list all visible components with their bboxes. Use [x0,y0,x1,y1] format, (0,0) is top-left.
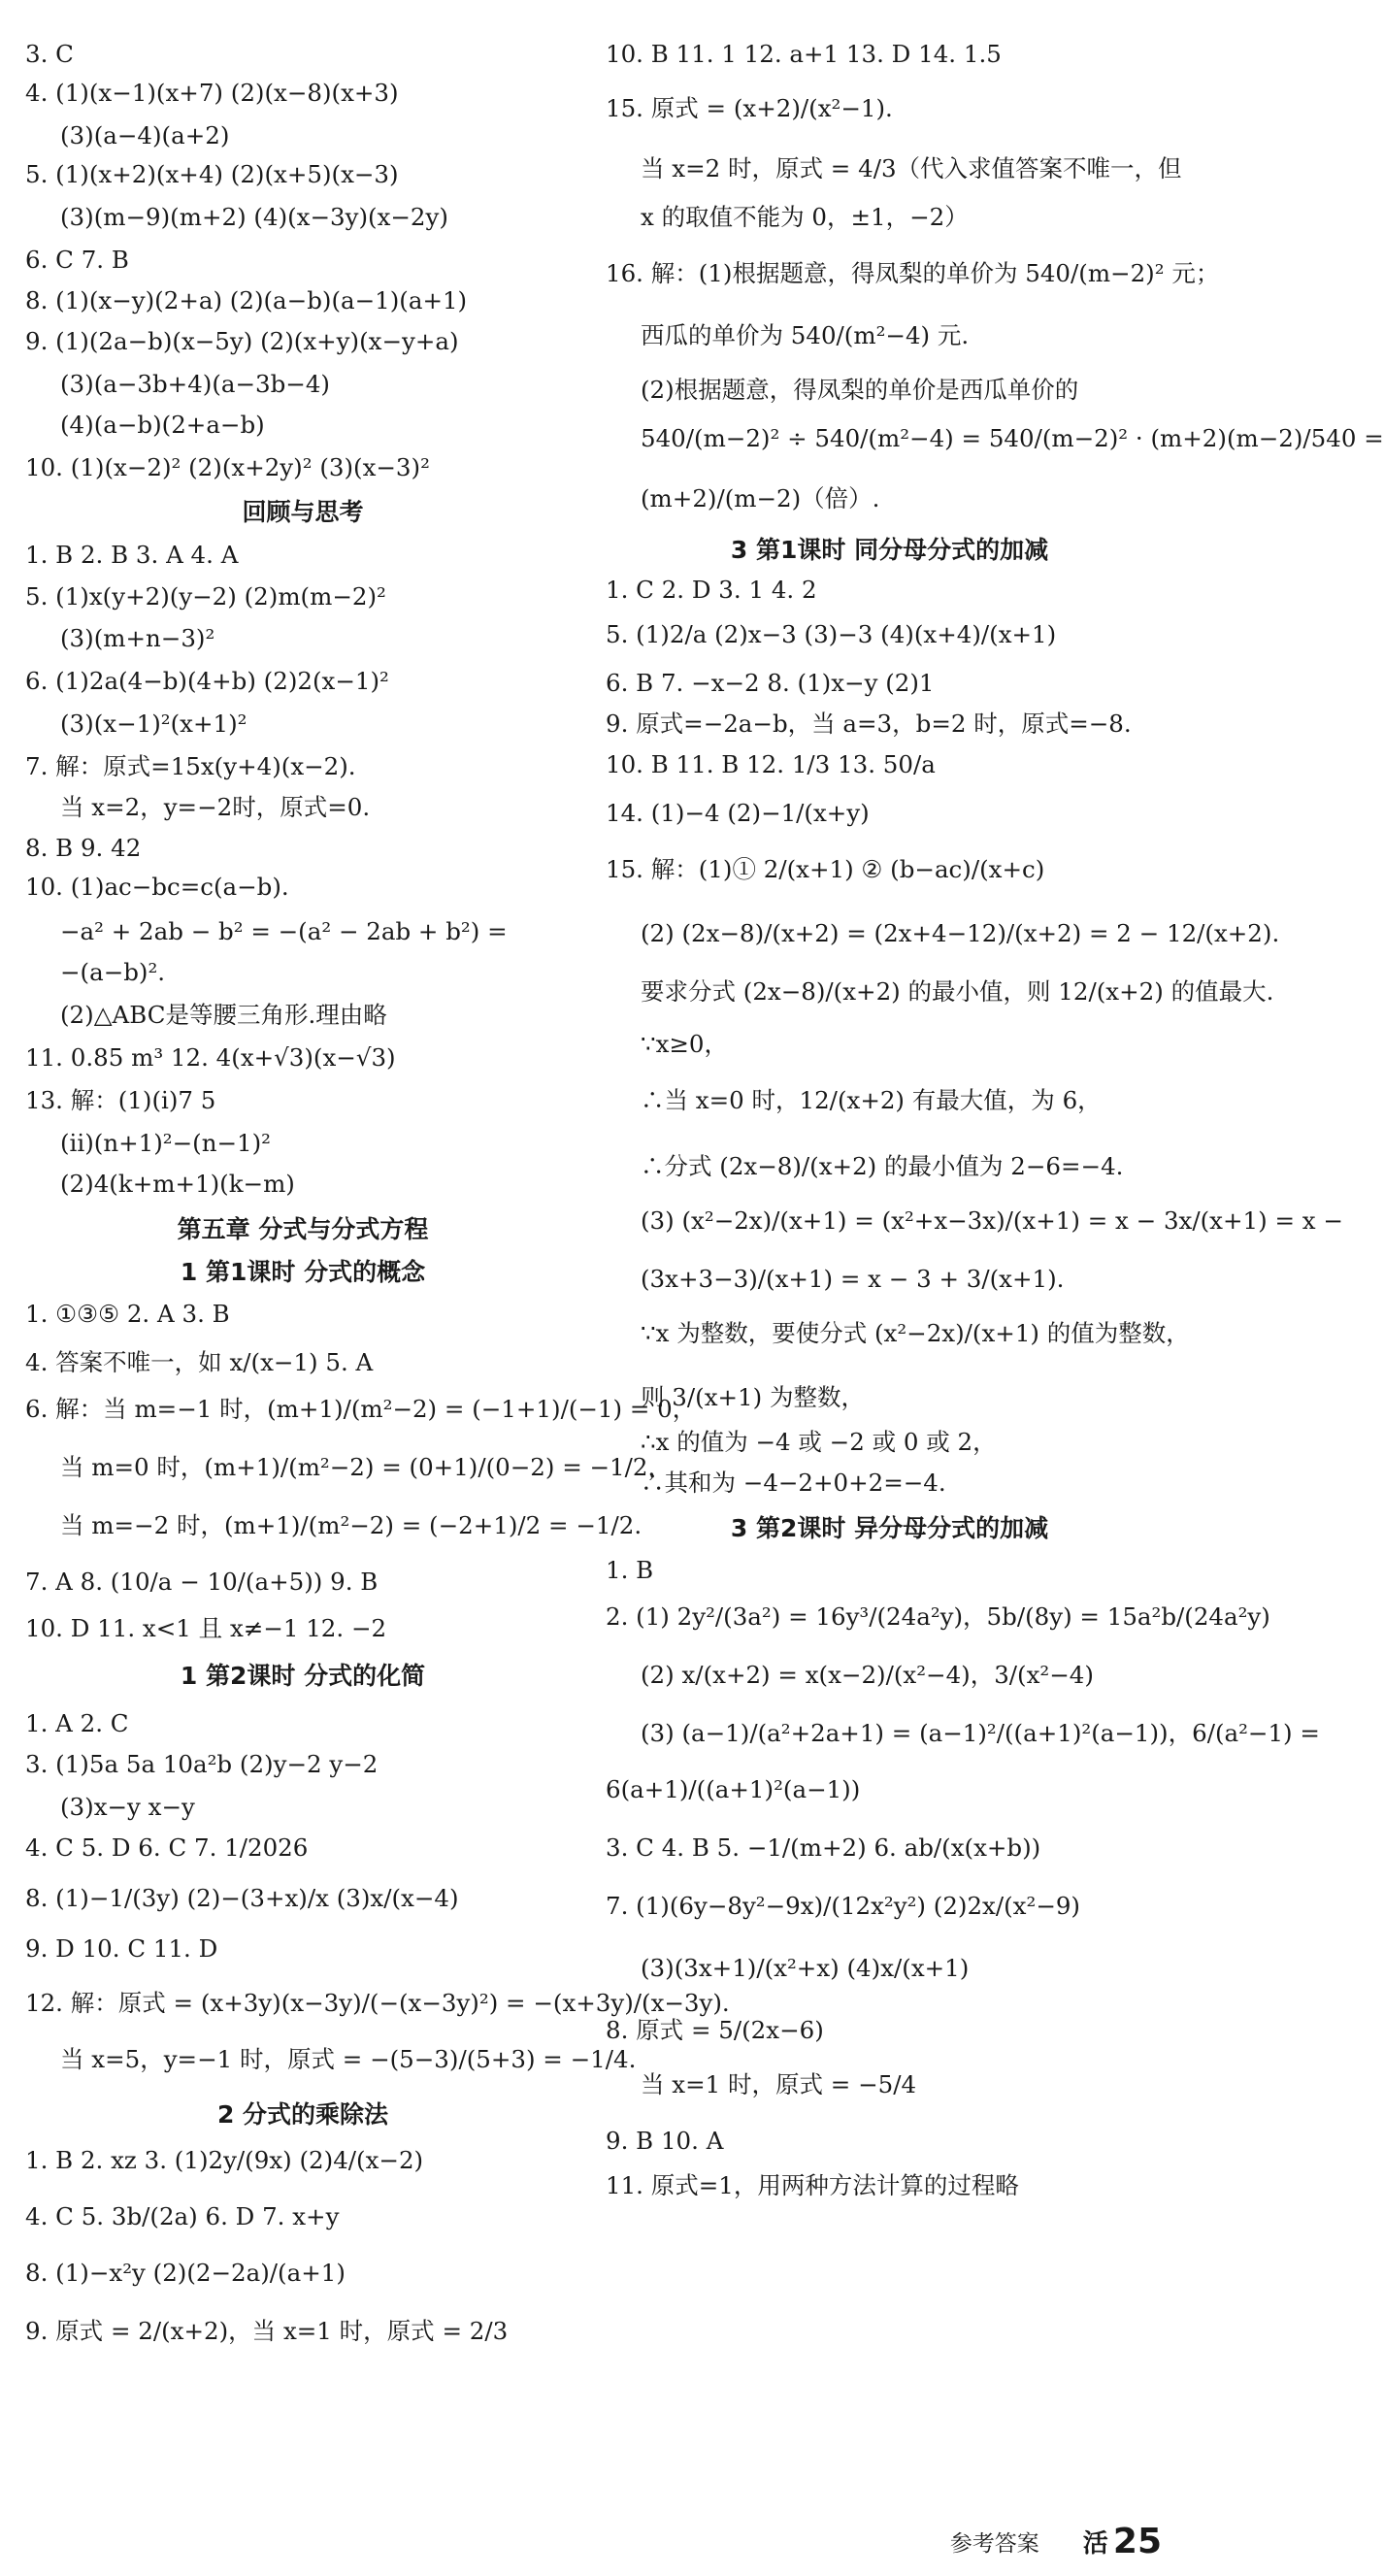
answer-line: 6. (1)2a(4−b)(4+b) (2)2(x−1)² [25,667,389,695]
answer-line: 8. B 9. 42 [25,834,142,862]
section-heading: 3 第1课时 同分母分式的加减 [730,536,1049,564]
section-heading: 1 第2课时 分式的化简 [180,1662,426,1690]
answer-line: 7. 解：原式=15x(y+4)(x−2). [25,752,356,780]
answer-line: 11. 0.85 m³ 12. 4(x+√3)(x−√3) [25,1043,396,1072]
answer-line: (3)(a−4)(a+2) [60,121,230,149]
answer-line: 5. (1)2/a (2)x−3 (3)−3 (4)(x+4)/(x+1) [606,620,1057,648]
answer-line: ∵x≥0， [641,1030,729,1058]
answer-line: 则 3/(x+1) 为整数， [641,1383,865,1411]
answer-line: 1. B 2. xz 3. (1)2y/(9x) (2)4/(x−2) [25,2146,424,2174]
page-footer [950,2522,1162,2561]
answer-line: (2)根据题意，得凤梨的单价是西瓜单价的 [641,376,1079,404]
footer-label: 参考答案 [949,2531,1039,2557]
section-heading: 第五章 分式与分式方程 [177,1215,429,1243]
answer-line: (2)△ABC是等腰三角形.理由略 [60,1001,387,1029]
answer-line: −a² + 2ab − b² = −(a² − 2ab + b²) = [60,917,508,945]
answer-line: ∴当 x=0 时，12/(x+2) 有最大值，为 6， [641,1086,1102,1114]
section-heading: 2 分式的乘除法 [216,2100,389,2129]
answer-line: 1. C 2. D 3. 1 4. 2 [606,576,817,604]
answer-line: 6. C 7. B [25,246,129,274]
answer-line: 3. C [25,40,74,68]
answer-line: 当 x=5，y=−1 时，原式 = −(5−3)/(5+3) = −1/4. [60,2045,637,2073]
answer-line: (3)x−y x−y [60,1793,195,1821]
answer-line: 11. 原式=1，用两种方法计算的过程略 [606,2171,1019,2199]
answer-line: 8. (1)−1/(3y) (2)−(3+x)/x (3)x/(x−4) [25,1884,459,1912]
footer-brand: 活 [1082,2529,1108,2559]
answer-line: 2. (1) 2y²/(3a²) = 16y³/(24a²y)，5b/(8y) = 15a²b/(24a²y) [606,1602,1270,1631]
answer-line: 10. (1)ac−bc=c(a−b). [25,873,289,901]
section-heading: 回顾与思考 [242,498,364,526]
answer-line: 当 m=0 时，(m+1)/(m²−2) = (0+1)/(0−2) = −1/2， [60,1453,672,1481]
page-number: 25 [1112,2522,1162,2561]
answer-line: 4. C 5. D 6. C 7. 1/2026 [25,1833,309,1862]
answer-line: 7. (1)(6y−8y²−9x)/(12x²y²) (2)2x/(x²−9) [606,1892,1080,1920]
answer-line: ∵x 为整数，要使分式 (x²−2x)/(x+1) 的值为整数， [641,1319,1190,1347]
answer-line: 9. 原式=−2a−b，当 a=3，b=2 时，原式=−8. [606,710,1132,738]
answer-line: 8. (1)−x²y (2)(2−2a)/(a+1) [25,2259,346,2287]
answer-line: 1. B [606,1556,654,1584]
answer-line: (4)(a−b)(2+a−b) [60,411,265,439]
answer-line: 1. A 2. C [25,1709,129,1737]
answer-line: 540/(m−2)² ÷ 540/(m²−4) = 540/(m−2)² · (m+2)(m−2)/540 = [641,424,1384,452]
answer-line: 要求分式 (2x−8)/(x+2) 的最小值，则 12/(x+2) 的值最大. [641,977,1274,1006]
answer-line: (3)(m−9)(m+2) (4)(x−3y)(x−2y) [60,203,448,231]
answer-line: 西瓜的单价为 540/(m²−4) 元. [641,321,970,349]
answer-line: (3)(m+n−3)² [60,624,215,652]
answer-line: 8. 原式 = 5/(2x−6) [606,2016,824,2044]
answer-line: (2) x/(x+2) = x(x−2)/(x²−4)，3/(x²−4) [641,1661,1094,1689]
answer-line: ∴x 的值为 −4 或 −2 或 0 或 2， [641,1428,997,1456]
answer-line: 4. C 5. 3b/(2a) 6. D 7. x+y [25,2202,340,2230]
answer-line: 3. C 4. B 5. −1/(m+2) 6. ab/(x(x+b)) [606,1833,1041,1862]
section-heading: 3 第2课时 异分母分式的加减 [730,1514,1049,1542]
answer-line: (m+2)/(m−2)（倍）. [641,484,880,512]
answer-line: 5. (1)x(y+2)(y−2) (2)m(m−2)² [25,582,386,611]
answer-line: 10. B 11. 1 12. a+1 13. D 14. 1.5 [606,40,1002,68]
answer-line: 当 x=2 时，原式 = 4/3（代入求值答案不唯一，但 [641,154,1182,182]
answer-line: (3)(x−1)²(x+1)² [60,710,247,738]
answer-line: (3) (x²−2x)/(x+1) = (x²+x−3x)/(x+1) = x − 3x/(x+1) = x − [641,1206,1343,1235]
answer-line: (3) (a−1)/(a²+2a+1) = (a−1)²/((a+1)²(a−1))，6/(a²−1) = [641,1719,1320,1747]
answer-line: 当 x=1 时，原式 = −5/4 [641,2070,917,2098]
answer-line: 9. 原式 = 2/(x+2)，当 x=1 时，原式 = 2/3 [25,2317,509,2345]
answer-line: (ii)(n+1)²−(n−1)² [60,1129,271,1157]
answer-line: 5. (1)(x+2)(x+4) (2)(x+5)(x−3) [25,160,399,188]
answer-line: 14. (1)−4 (2)−1/(x+y) [606,799,870,827]
answer-line: 10. D 11. x<1 且 x≠−1 12. −2 [25,1614,387,1642]
answer-line: 9. B 10. A [606,2127,724,2155]
answer-line: 6. B 7. −x−2 8. (1)x−y (2)1 [606,669,935,697]
answer-line: 10. B 11. B 12. 1/3 13. 50/a [606,750,936,778]
answer-line: (3x+3−3)/(x+1) = x − 3 + 3/(x+1). [641,1265,1065,1293]
answer-line: 7. A 8. (10/a − 10/(a+5)) 9. B [25,1568,379,1596]
answer-line: ∴其和为 −4−2+0+2=−4. [641,1469,946,1497]
answer-line: (3)(3x+1)/(x²+x) (4)x/(x+1) [641,1954,970,1982]
answer-line: 3. (1)5a 5a 10a²b (2)y−2 y−2 [25,1750,379,1778]
answer-line: 6. 解：当 m=−1 时，(m+1)/(m²−2) = (−1+1)/(−1) = 0， [25,1395,697,1423]
answer-line: −(a−b)². [60,958,166,986]
answer-line: 16. 解：(1)根据题意，得凤梨的单价为 540/(m−2)² 元； [606,259,1220,287]
answer-line: 12. 解：原式 = (x+3y)(x−3y)/(−(x−3y)²) = −(x+3y)/(x−3y). [25,1989,730,2017]
answer-line: ∴分式 (2x−8)/(x+2) 的最小值为 2−6=−4. [641,1152,1124,1180]
answer-line: 8. (1)(x−y)(2+a) (2)(a−b)(a−1)(a+1) [25,286,468,314]
answer-line: 15. 解：(1)① 2/(x+1) ② (b−ac)/(x+c) [606,855,1045,883]
answer-line: x 的取值不能为 0，±1，−2） [641,203,969,231]
answer-line: 1. ①③⑤ 2. A 3. B [25,1300,230,1328]
answer-line: 当 x=2，y=−2时，原式=0. [60,793,371,821]
answer-line: 9. D 10. C 11. D [25,1934,218,1963]
answer-line: 4. (1)(x−1)(x+7) (2)(x−8)(x+3) [25,79,399,107]
answer-line: (2) (2x−8)/(x+2) = (2x+4−12)/(x+2) = 2 − 12/(x+2). [641,919,1280,947]
answer-line: 13. 解：(1)(i)7 5 [25,1086,216,1114]
answer-line: (3)(a−3b+4)(a−3b−4) [60,370,330,398]
section-heading: 1 第1课时 分式的概念 [180,1258,426,1286]
answer-line: 15. 原式 = (x+2)/(x²−1). [606,94,893,122]
answer-line: 1. B 2. B 3. A 4. A [25,541,239,569]
answer-line: 4. 答案不唯一，如 x/(x−1) 5. A [25,1348,374,1376]
answer-line: (2)4(k+m+1)(k−m) [60,1170,295,1198]
answer-line: 10. (1)(x−2)² (2)(x+2y)² (3)(x−3)² [25,453,430,481]
answer-line: 9. (1)(2a−b)(x−5y) (2)(x+y)(x−y+a) [25,327,459,355]
answer-line: 当 m=−2 时，(m+1)/(m²−2) = (−2+1)/2 = −1/2. [60,1511,643,1539]
answer-line: 6(a+1)/((a+1)²(a−1)) [606,1775,861,1803]
